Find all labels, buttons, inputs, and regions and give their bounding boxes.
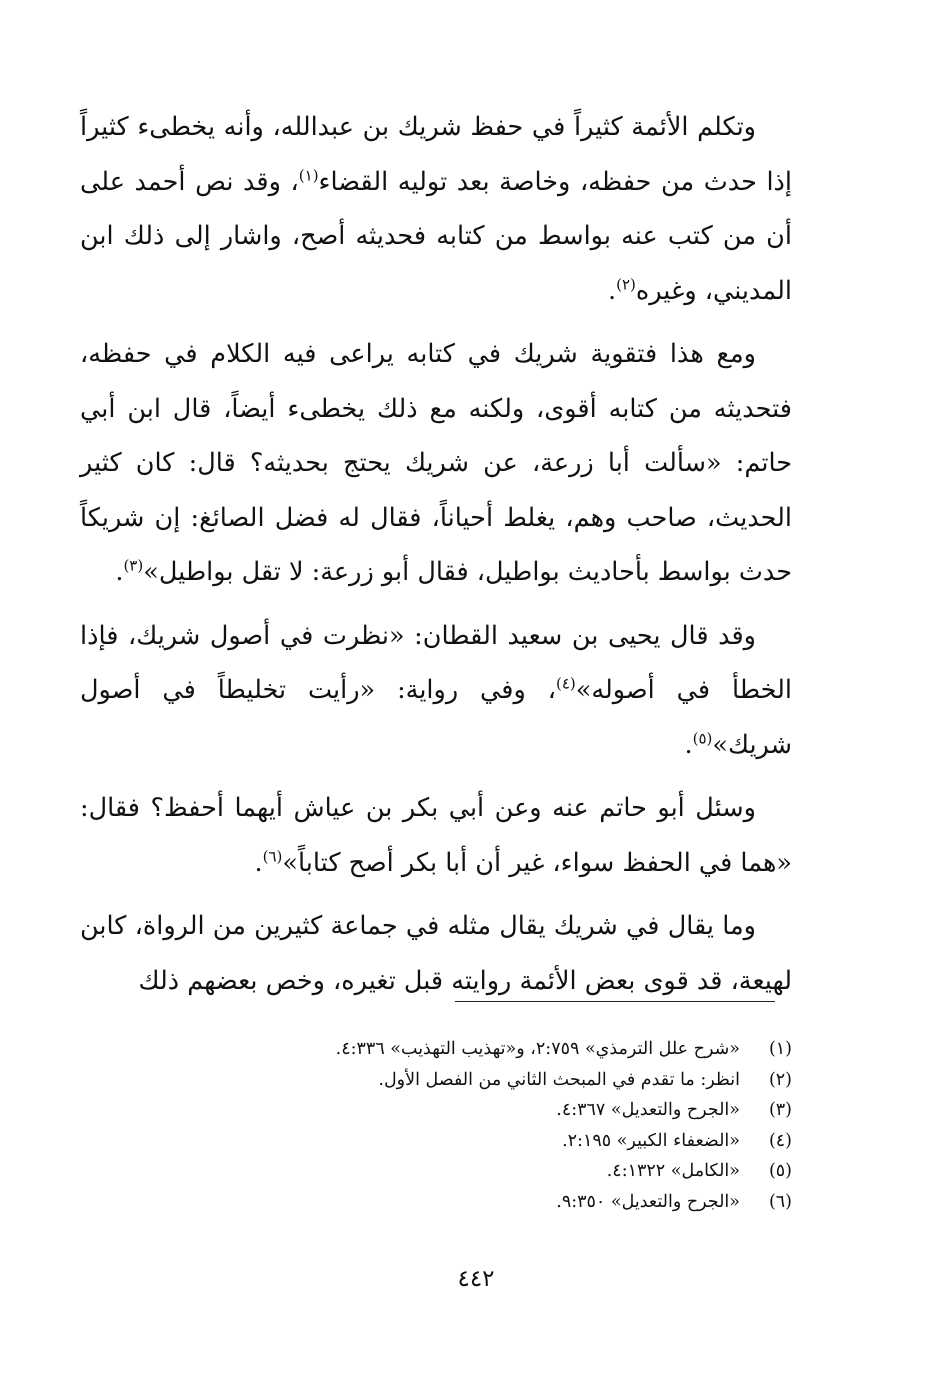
page-number: ٤٤٢ <box>457 1266 495 1292</box>
footnote-item <box>180 1034 792 1065</box>
footnote-text: «شرح علل الترمذي» ٢:٧٥٩، و«تهذيب التهذيب» ٤:٣٣٦. <box>335 1039 740 1059</box>
footnote-ref: (٣) <box>123 556 144 575</box>
text-run: . <box>115 557 124 587</box>
footnote-number: (٣) <box>768 1100 792 1120</box>
paragraph <box>80 781 792 890</box>
footnotes <box>180 1034 792 1217</box>
text-run: وسئل أبو حاتم عنه وعن أبي بكر بن عياش أيهما أحفظ؟ فقال: «هما في الحفظ سواء، غير أن أبا بكر أصح كتاباً» <box>80 793 792 878</box>
footnote-item <box>180 1126 792 1157</box>
text-run: . <box>684 729 693 760</box>
footnote-item <box>180 1156 792 1187</box>
footnote-ref: (٢) <box>616 275 636 293</box>
footnote-text: «الكامل» ٤:١٣٢٢. <box>606 1161 740 1181</box>
footnote-item <box>180 1095 792 1126</box>
text-run: ، وفي رواية: «رأيت تخليطاً في أصول شريك» <box>80 675 792 760</box>
paragraph <box>80 327 792 600</box>
footnote-ref: (٤) <box>555 674 576 693</box>
text-run: وقد قال يحيى بن سعيد القطان: «نظرت في أصول شريك، فإذا الخطأ في أصوله» <box>80 620 792 705</box>
text-run: . <box>254 847 263 878</box>
footnote-item <box>180 1187 792 1218</box>
footnote-number: (٤) <box>768 1130 792 1151</box>
footnote-ref: (٦) <box>262 847 283 865</box>
paragraph <box>80 899 792 1008</box>
text-run: ، وقد نص أحمد على أن من كتب عنه بواسط من كتابه فحديثه أصح، واشار إلى ذلك ابن المديني، وغيره <box>80 166 792 306</box>
footnote-text: «الضعفاء الكبير» ٢:١٩٥. <box>562 1130 740 1151</box>
text-run: وما يقال في شريك يقال مثله في جماعة كثيرين من الرواة، كابن لهيعة، قد قوى بعض الأئمة روايته قبل تغيره، وخص بعضهم ذلك <box>80 911 792 996</box>
paragraph <box>80 100 792 318</box>
footnote-text: «الجرح والتعديل» ٤:٣٦٧. <box>556 1100 740 1120</box>
footnote-number: (٦) <box>768 1191 792 1212</box>
footnote-number: (١) <box>768 1039 792 1059</box>
footnote-separator <box>455 1001 775 1002</box>
paragraph <box>80 609 792 773</box>
footnote-ref: (٥) <box>692 729 713 747</box>
footnote-text: انظر: ما تقدم في المبحث الثاني من الفصل الأول. <box>378 1069 740 1090</box>
main-text <box>80 100 792 1008</box>
footnote-number: (٥) <box>768 1161 792 1181</box>
footnote-item <box>180 1065 792 1096</box>
footnote-ref: (١) <box>298 166 319 184</box>
text-run: ومع هذا فتقوية شريك في كتابه يراعى فيه الكلام في حفظه، فتحديثه من كتابه أقوى، ولكنه مع ذلك يخطىء أيضاً، قال ابن أبي حاتم: «سألت أبا زرعة، عن شريك يحتج بحديثه؟ قال: كان كثير الحديث، صاحب وهم، يغلط أحياناً، فقال له فضل الصائغ: إن شريكاً حدث بواسط بأحاديث بواطيل، فقال أبو زرعة: لا تقل بواطيل» <box>80 339 792 587</box>
footnote-text: «الجرح والتعديل» ٩:٣٥٠. <box>556 1191 740 1212</box>
text-run: . <box>607 275 617 306</box>
footnote-number: (٢) <box>768 1069 792 1090</box>
text-run: وتكلم الأئمة كثيراً في حفظ شريك بن عبدالله، وأنه يخطىء كثيراً إذا حدث من حفظه، وخاصة بعد توليه القضاء <box>80 112 792 197</box>
